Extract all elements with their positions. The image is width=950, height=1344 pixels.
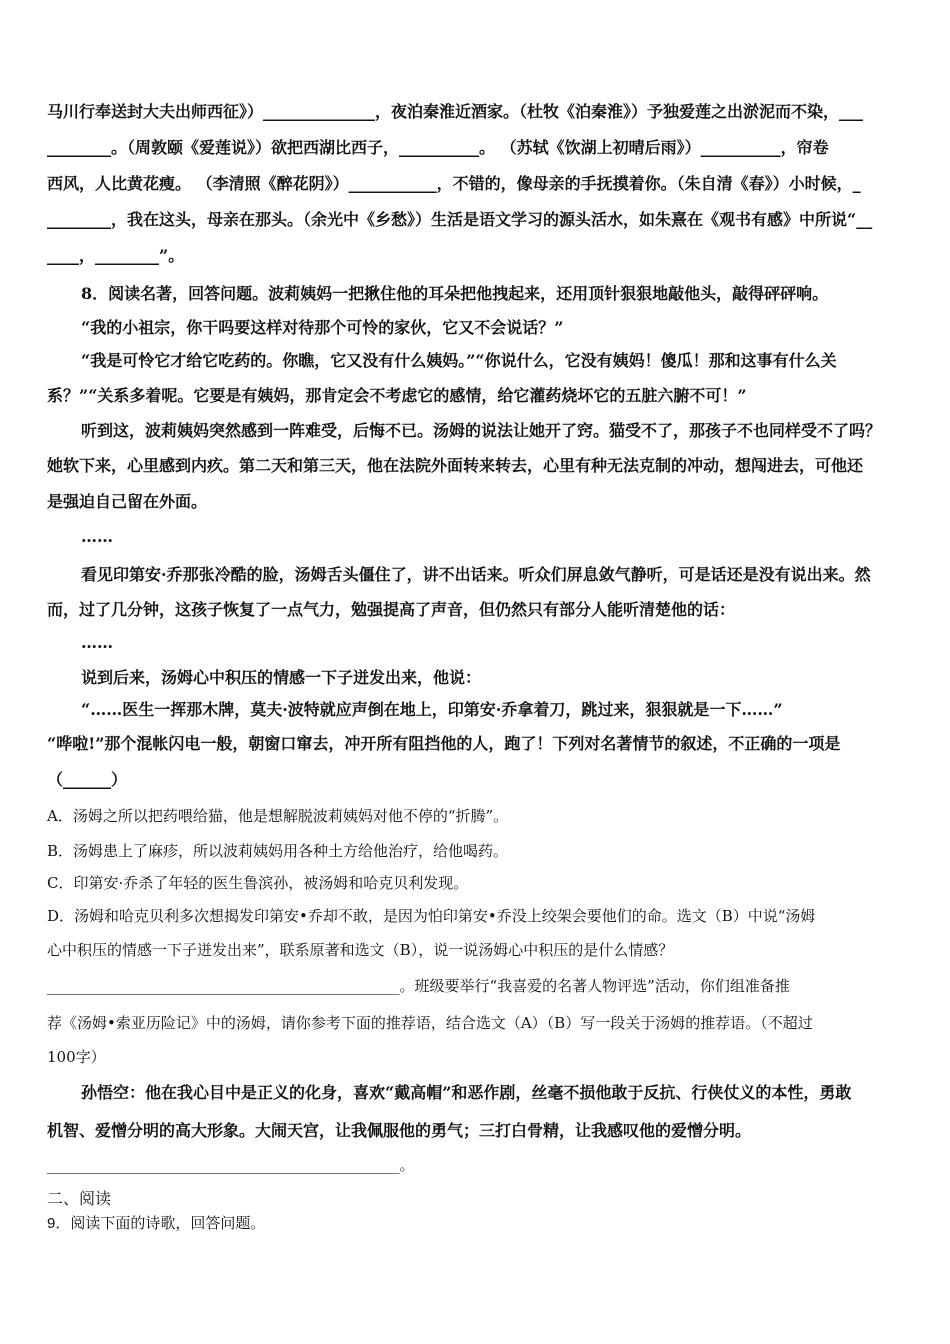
poem-fill-line-5: ____，________”。: [47, 246, 185, 265]
passage-paragraph: 系？”“关系多着呢。它要是有姨妈，那肯定会不考虑它的感情，给它灌药烧坏它的五脏六腑不可！”: [47, 386, 747, 405]
passage-paragraph: 看见印第安·乔那张冷酷的脸，汤姆舌头僵住了，讲不出话来。听众们屏息敛气静听，可是话还是没有说出来。然: [81, 565, 871, 584]
poem-fill-line-1: 马川行奉送封大夫出师西征》）______________，夜泊秦淮近酒家。（杜牧《泊秦淮》）予独爱莲之出淤泥而不染，___: [47, 102, 864, 121]
passage-paragraph: “……医生一挥那木牌，莫夫·波特就应声倒在地上，印第安·乔拿着刀，跳过来，狠狠就是一下……”: [81, 700, 783, 719]
question-9-intro: 9．阅读下面的诗歌，回答问题。: [47, 1215, 266, 1232]
option-d: D．汤姆和哈克贝利多次想揭发印第安•乔却不敢，是因为怕印第安•乔没上绞架会要他们的命。选文（B）中说“汤姆: [47, 907, 816, 925]
task-text: 。班级要举行“我喜爱的名著人物评选”活动，你们组准备推: [399, 977, 790, 995]
poem-fill-line-3: 西风，人比黄花瘦。 （李清照《醉花阴》）___________，不错的，像母亲的手抚摸着你。（朱自清《春》）小时候，_: [47, 174, 861, 193]
passage-paragraph: 说到后来，汤姆心中积压的情感一下子迸发出来，他说：: [81, 668, 482, 687]
passage-ellipsis: ……: [81, 527, 113, 546]
passage-paragraph: 听到这，波莉姨妈突然感到一阵难受，后悔不已。汤姆的说法让她开了窍。猫受不了，那孩子不也同样受不了吗？: [81, 421, 882, 440]
passage-paragraph: 是强迫自己留在外面。: [47, 492, 208, 511]
answer-blank-line: _______________________________________________。: [47, 1156, 415, 1174]
passage-paragraph: “哗啦!”那个混帐闪电一般，朝窗口窜去，冲开所有阻挡他的人，跑了！下列对名著情节的叙述，不正确的一项是: [47, 734, 841, 753]
blank-line: _______________________________________________: [47, 977, 400, 995]
question-8-intro: 8．阅读名著，回答问题。波莉姨妈一把揪住他的耳朵把他拽起来，还用顶针狠狠地敲他头，敲得砰砰响。: [81, 284, 829, 303]
poem-fill-line-4: ________，我在这头，母亲在那头。（余光中《乡愁》）生活是语文学习的源头活水，如朱熹在《观书有感》中所说“__: [47, 210, 873, 229]
answer-line: [47, 971, 907, 1001]
passage-paragraph: “我的小祖宗，你干吗要这样对待那个可怜的家伙，它又不会说话？”: [81, 318, 564, 337]
option-a: A．汤姆之所以把药喂给猫，他是想解脱波莉姨妈对他不停的“折腾”。: [47, 807, 509, 825]
passage-ellipsis: ……: [81, 633, 113, 652]
sample-recommendation: 机智、爱憎分明的高大形象。大闹天宫，让我佩服他的勇气；三打白骨精，让我感叹他的爱憎分明。: [47, 1121, 752, 1140]
section-heading: 二、阅读: [47, 1191, 112, 1208]
task-text: 100字）: [47, 1048, 106, 1066]
option-d-continued: 心中积压的情感一下子迸发出来”，联系原著和选文（B），说一说汤姆心中积压的是什么情感？: [47, 941, 674, 959]
option-b: B．汤姆患上了麻疹，所以波莉姨妈用各种土方给他治疗，给他喝药。: [47, 842, 509, 860]
passage-paragraph: 而，过了几分钟，这孩子恢复了一点气力，勉强提高了声音，但仍然只有部分人能听清楚他的话：: [47, 600, 736, 619]
poem-fill-line-2: ________。（周敦颐《爱莲说》）欲把西湖比西子，__________。 （苏轼《饮湖上初晴后雨》）__________，帘卷: [47, 138, 829, 157]
passage-paragraph: “我是可怜它才给它吃药的。你瞧，它又没有什么姨妈。”“你说什么，它没有姨妈！傻瓜！那和这事有什么关: [81, 351, 837, 370]
answer-blank: （______）: [47, 770, 128, 789]
passage-paragraph: 她软下来，心里感到内疚。第二天和第三天，他在法院外面转来转去，心里有种无法克制的冲动，想闯进去，可他还: [47, 456, 864, 475]
sample-recommendation: 孙悟空：他在我心目中是正义的化身，喜欢“戴高帽”和恶作剧，丝毫不损他敢于反抗、行侠仗义的本性，勇敢: [81, 1083, 852, 1102]
task-text: 荐《汤姆•索亚历险记》中的汤姆，请你参考下面的推荐语，结合选文（A）（B）写一段关于汤姆的推荐语。（不超过: [47, 1014, 813, 1032]
option-c: C．印第安·乔杀了年轻的医生鲁滨孙，被汤姆和哈克贝利发现。: [47, 874, 469, 892]
